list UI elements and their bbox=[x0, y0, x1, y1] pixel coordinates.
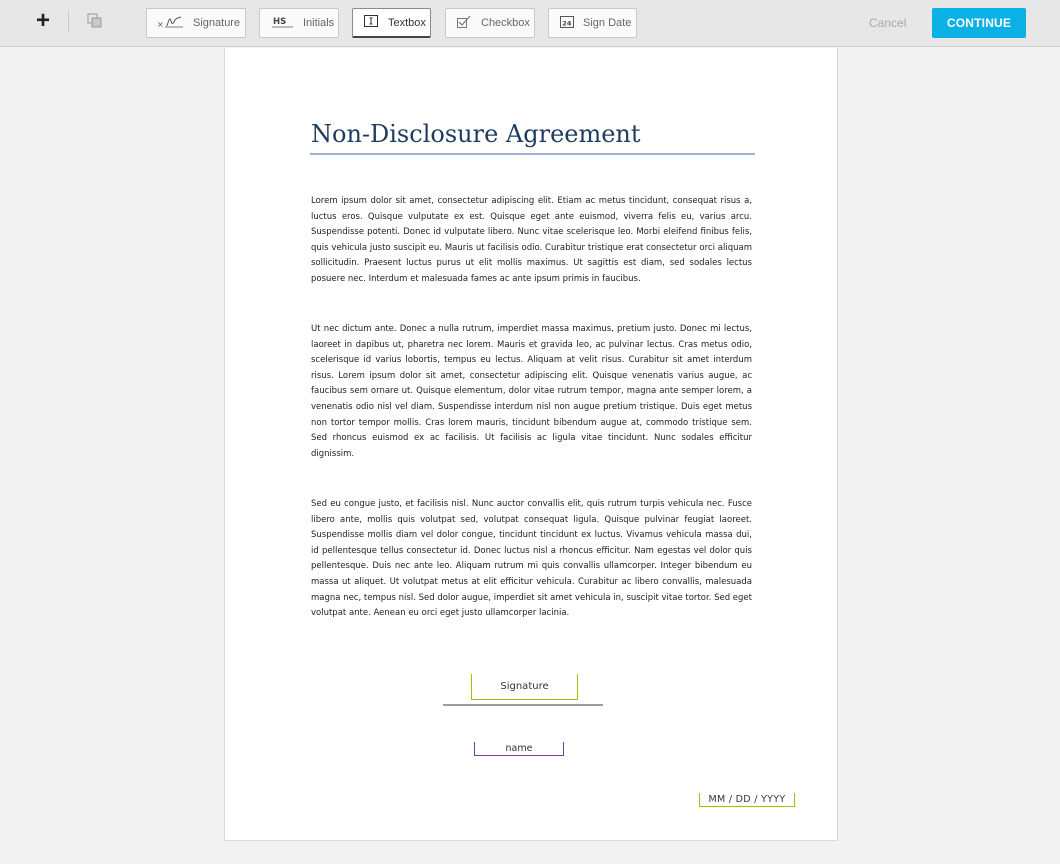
title-underline bbox=[310, 153, 755, 155]
svg-text:24: 24 bbox=[562, 19, 572, 28]
svg-text:×: × bbox=[157, 19, 164, 29]
duplicate-icon[interactable] bbox=[87, 13, 103, 29]
tool-sign-date-label: Sign Date bbox=[583, 17, 632, 29]
plus-icon[interactable]: + bbox=[35, 7, 50, 34]
tool-signature-label: Signature bbox=[193, 17, 241, 29]
signature-field[interactable]: Signature bbox=[471, 674, 578, 700]
tool-checkbox-label: Checkbox bbox=[481, 17, 530, 29]
continue-button[interactable]: CONTINUE bbox=[932, 8, 1026, 38]
tool-checkbox-button[interactable] bbox=[445, 8, 535, 38]
document-title: Non-Disclosure Agreement bbox=[311, 120, 641, 148]
svg-text:HS: HS bbox=[273, 16, 287, 27]
paragraph-1: Lorem ipsum dolor sit amet, consectetur adipiscing elit. Etiam ac metus tincidunt, consequat risus a, luctus eros. Quisque vulputate ex est. Quisque eget ante euismod, viverra felis eu, varius arcu. Suspendisse potenti. Donec id vulputate libero. Nunc vitae scelerisque leo. Morbi eleifend finibus felis, quis vehicula justo suscipit eu. Mauris ut facilisis odio. Curabitur tristique erat consectetur orci aliquam sollicitudin. Praesent luctus purus ut elit mollis maximus. Ut sagittis est diam, sed sodales lectus posuere nec. Interdum et malesuada fames ac ante ipsum primis in faucibus. bbox=[311, 196, 752, 284]
toolbar-divider bbox=[68, 11, 69, 33]
signature-icon bbox=[157, 15, 185, 32]
name-field[interactable]: name bbox=[474, 742, 564, 756]
calendar-icon bbox=[560, 15, 574, 31]
toolbar bbox=[0, 0, 1060, 47]
tool-textbox-label: Textbox bbox=[388, 16, 426, 29]
tool-sign-date-button[interactable] bbox=[548, 8, 637, 38]
tool-textbox-button[interactable] bbox=[352, 8, 431, 38]
document-page bbox=[224, 48, 838, 841]
signature-line bbox=[443, 704, 603, 706]
tool-initials-label: Initials bbox=[303, 17, 335, 29]
checkbox-icon bbox=[457, 16, 471, 31]
paragraph-2: Ut nec dictum ante. Donec a nulla rutrum, imperdiet massa maximus, pretium justo. Donec mi lectus, laoreet in dapibus ut, pharetra nec lorem. Mauris et gravida leo, ac pulvinar lectus. Cras metus odio, scelerisque id varius lobortis, tempus eu lectus. Aliquam at velit risus. Curabitur sit amet interdum risus. Lorem ipsum dolor sit amet, consectetur adipiscing elit. Quisque venenatis varius augue, ac faucibus sem ornare ut. Quisque elementum, dolor vitae rutrum tempor, magna ante semper lorem, a venenatis odio nisl vel diam. Suspendisse interdum nisl non augue pretium tristique. Duis eget metus non tortor tempor mollis. Cras lorem mauris, tincidunt bibendum augue at, commodo tristique sem. Sed rhoncus euismod ex ac facilisis. Ut facilisis ac ligula vitae tincidunt. Nunc sodales efficitur dignissim. bbox=[311, 324, 752, 459]
sign-date-field[interactable]: MM / DD / YYYY bbox=[699, 793, 795, 807]
textbox-icon bbox=[364, 15, 378, 30]
tool-signature-button[interactable] bbox=[146, 8, 246, 38]
paragraph-3: Sed eu congue justo, et facilisis nisl. Nunc auctor convallis elit, quis rutrum turpis vehicula nec. Fusce libero ante, mollis quis volutpat sed, volutpat consequat ligula. Quisque pulvinar feugiat laoreet. Suspendisse mollis diam vel dolor congue, tincidunt tincidunt ex luctus. Vivamus vehicula massa dui, id pellentesque tellus consectetur id. Donec luctus nisl a rhoncus efficitur. Nam egestas vel dolor quis pellentesque. Duis nec ante leo. Aliquam rutrum mi quis convallis ullamcorper. Integer bibendum eu massa ut aliquet. Ut volutpat metus at elit efficitur vehicula. Curabitur ac libero convallis, malesuada magna nec, tempus nisl. Sed dolor augue, imperdiet sit amet vehicula in, suscipit vitae tortor. Sed eget volutpat ante. Aenean eu orci eget justo ullamcorper lacinia. bbox=[311, 499, 752, 619]
cancel-button[interactable]: Cancel bbox=[869, 16, 907, 30]
tool-initials-button[interactable] bbox=[259, 8, 339, 38]
initials-icon bbox=[272, 15, 294, 32]
